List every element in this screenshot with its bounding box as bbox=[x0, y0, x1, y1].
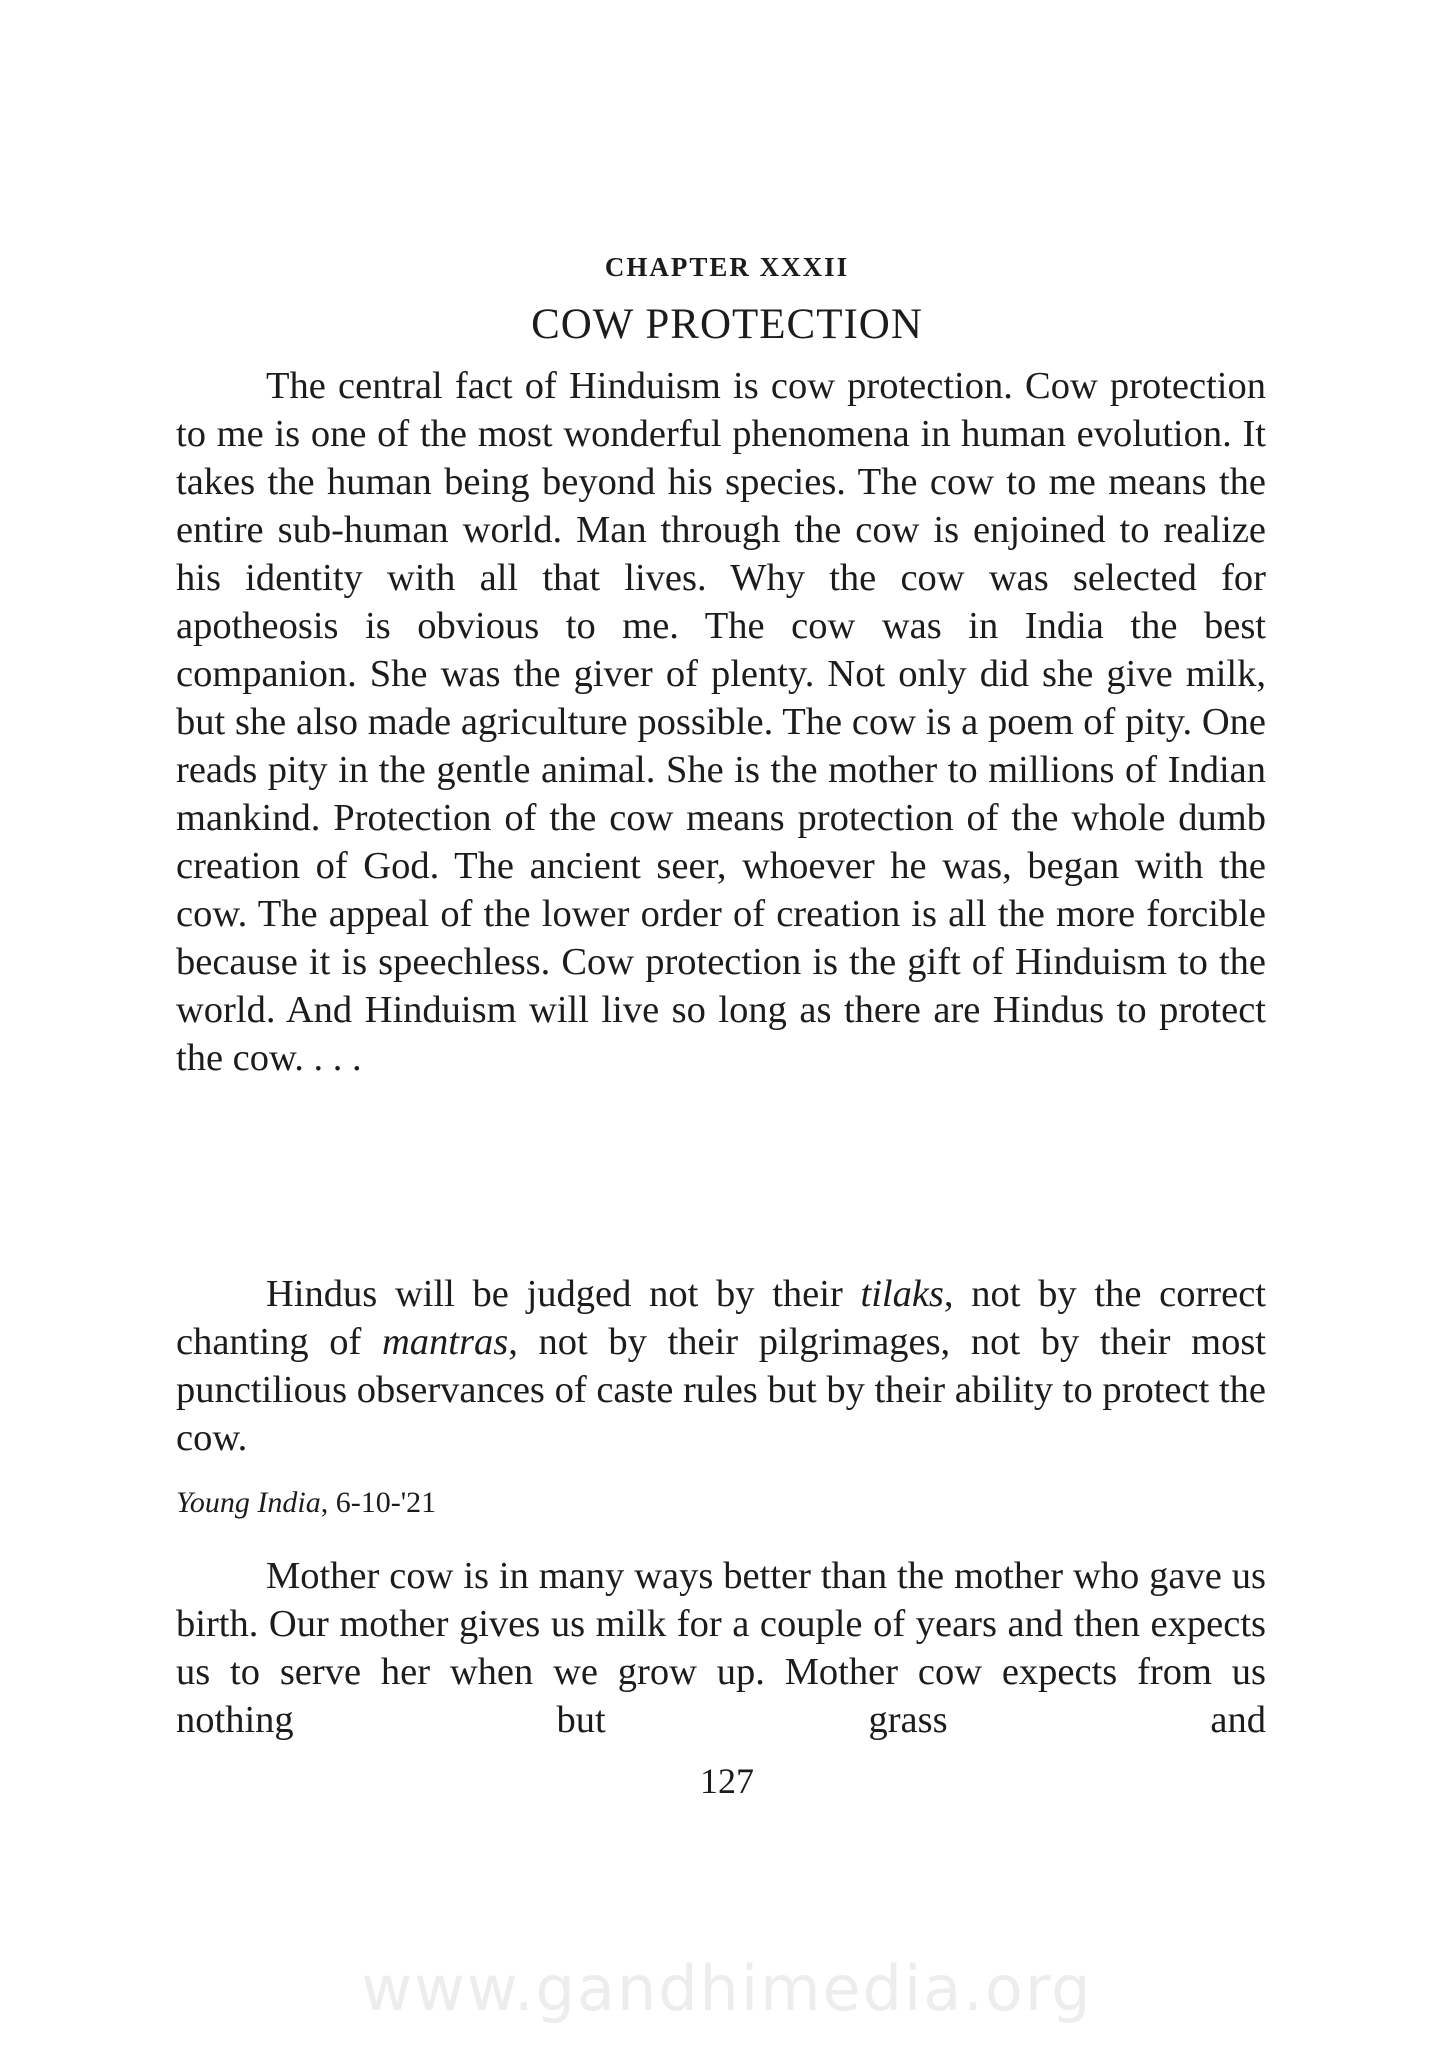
page-number: 127 bbox=[700, 1761, 754, 1801]
citation bbox=[176, 1486, 436, 1520]
paragraph-2-part-3: , not by their pilgrimages, not by their most punctilious observances of caste rules but by their ability to protect the cow. bbox=[176, 1321, 1267, 1459]
citation-source: Young India bbox=[176, 1486, 321, 1519]
paragraph-2-part-2: , not by the correct chanting of bbox=[176, 1273, 1266, 1363]
paragraph-1-text: The central fact of Hinduism is cow protection. Cow protection to me is one of the most wonderful phenomena in human evolution. It takes the human being beyond his species. The cow to me means the entire sub-human world. Man through the cow is enjoined to realize his identity with all that lives. Why the cow was selected for apotheosis is obvious to me. The cow was in India the best companion. She was the giver of plenty. Not only did she give milk, but she also made agriculture possible. The cow is a poem of pity. One reads pity in the gentle animal. She is the mother to millions of Indian mankind. Protection of the cow means protection of the whole dumb creation of God. The ancient seer, whoever he was, began with the cow. The appeal of the lower order of creation is all the more forcible because it is speechless. Cow protection is the gift of Hinduism to the world. And Hinduism will live so long as there are Hindus to protect the cow. . . . bbox=[176, 365, 1266, 1079]
mantras-term: mantras bbox=[382, 1321, 509, 1363]
tilaks-term: tilaks bbox=[860, 1273, 944, 1315]
paragraph-3-text: Mother cow is in many ways better than the mother who gave us birth. Our mother gives us milk for a couple of years and then expects us to serve her when we grow up. Mother cow expects from us nothing but grass and bbox=[176, 1555, 1266, 1741]
paragraph-3 bbox=[176, 1552, 1266, 1744]
paragraph-2-part-1: Hindus will be judged not by their bbox=[266, 1273, 861, 1315]
chapter-title: COW PROTECTION bbox=[531, 301, 923, 348]
chapter-label: CHAPTER XXXII bbox=[604, 252, 850, 282]
citation-date: , 6-10-'21 bbox=[320, 1486, 437, 1519]
paragraph-1 bbox=[176, 362, 1266, 1082]
paragraph-2 bbox=[176, 1270, 1266, 1462]
paragraph-2-text bbox=[176, 1270, 1266, 1462]
watermark: www.gandhimedia.org bbox=[361, 1952, 1093, 2025]
